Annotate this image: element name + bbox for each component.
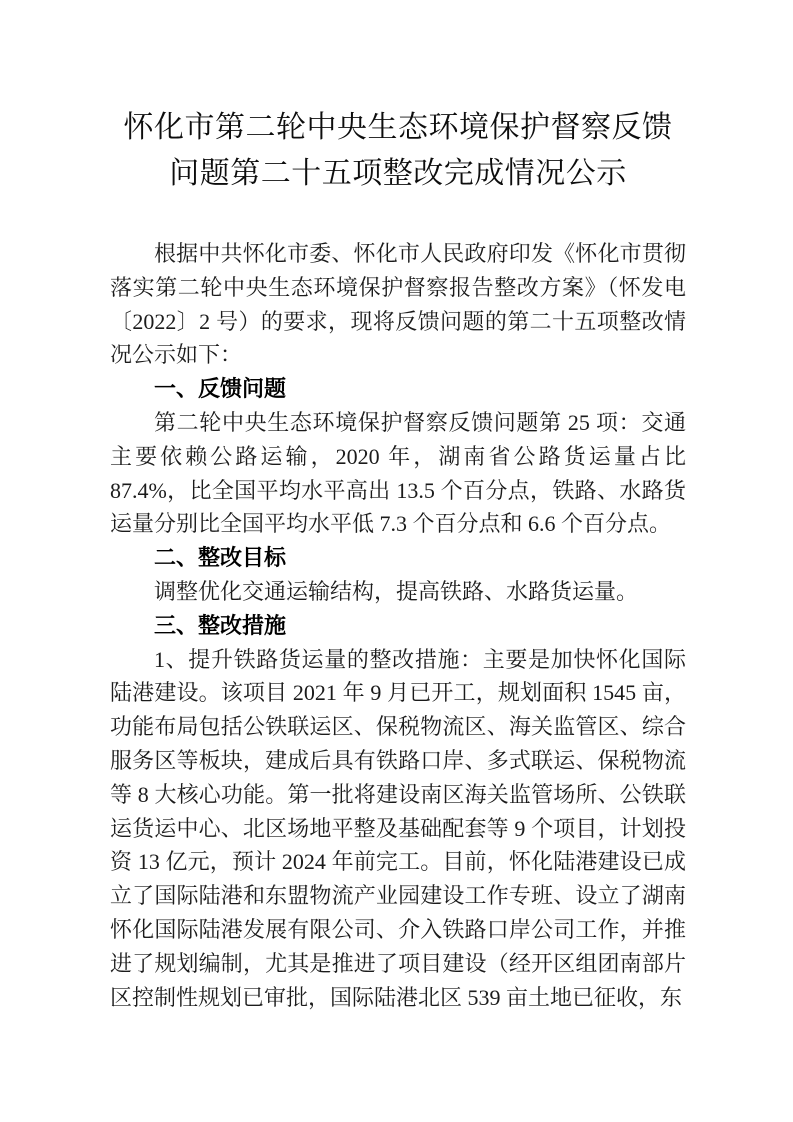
section-heading: 一、反馈问题 — [154, 376, 287, 402]
section-heading: 三、整改措施 — [154, 612, 287, 638]
section-heading: 二、整改目标 — [154, 545, 287, 571]
paragraph: 根据中共怀化市委、怀化市人民政府印发《怀化市贯彻落实第二轮中央生态环境保护督察报告整改方案》（怀发电〔2022〕2 号）的要求，现将反馈问题的第二十五项整改情况公示如下： — [110, 241, 686, 368]
paragraph: 调整优化交通运输结构，提高铁路、水路货运量。 — [154, 578, 639, 604]
document-title — [110, 105, 686, 197]
paragraph: 1、提升铁路货运量的整改措施：主要是加快怀化国际陆港建设。该项目 2021 年 9 月已开工，规划面积 1545 亩，功能布局包括公铁联运区、保税物流区、海关监管区、综合服务区等板块，建成后具有铁路口岸、多式联运、保税物流等 8 大核心功能。第一批将建设南区海关监管场所、公铁联运货运中心、北区场地平整及基础配套等 9 个项目，计划投资 13 亿元，预计 2024 年前完工。目前，怀化陆港建设已成立了国际陆港和东盟物流产业园建设工作专班、设立了湖南怀化国际陆港发展有限公司、介入铁路口岸公司工作，并推进了规划编制，尤其是推进了项目建设（经开区组团南部片区控制性规划已审批，国际陆港北区 539 亩土地已征收，东 — [110, 646, 686, 1010]
document-body — [110, 237, 686, 1014]
paragraph: 第二轮中央生态环境保护督察反馈问题第 25 项：交通主要依赖公路运输，2020 年，湖南省公路货运量占比 87.4%，比全国平均水平高出 13.5 个百分点，铁路、水路货运量分别比全国平均水平低 7.3 个百分点和 6.6 个百分点。 — [110, 409, 686, 537]
document-title-line-2: 问题第二十五项整改完成情况公示 — [169, 157, 627, 190]
document-title-line-1: 怀化市第二轮中央生态环境保护督察反馈 — [123, 111, 673, 144]
